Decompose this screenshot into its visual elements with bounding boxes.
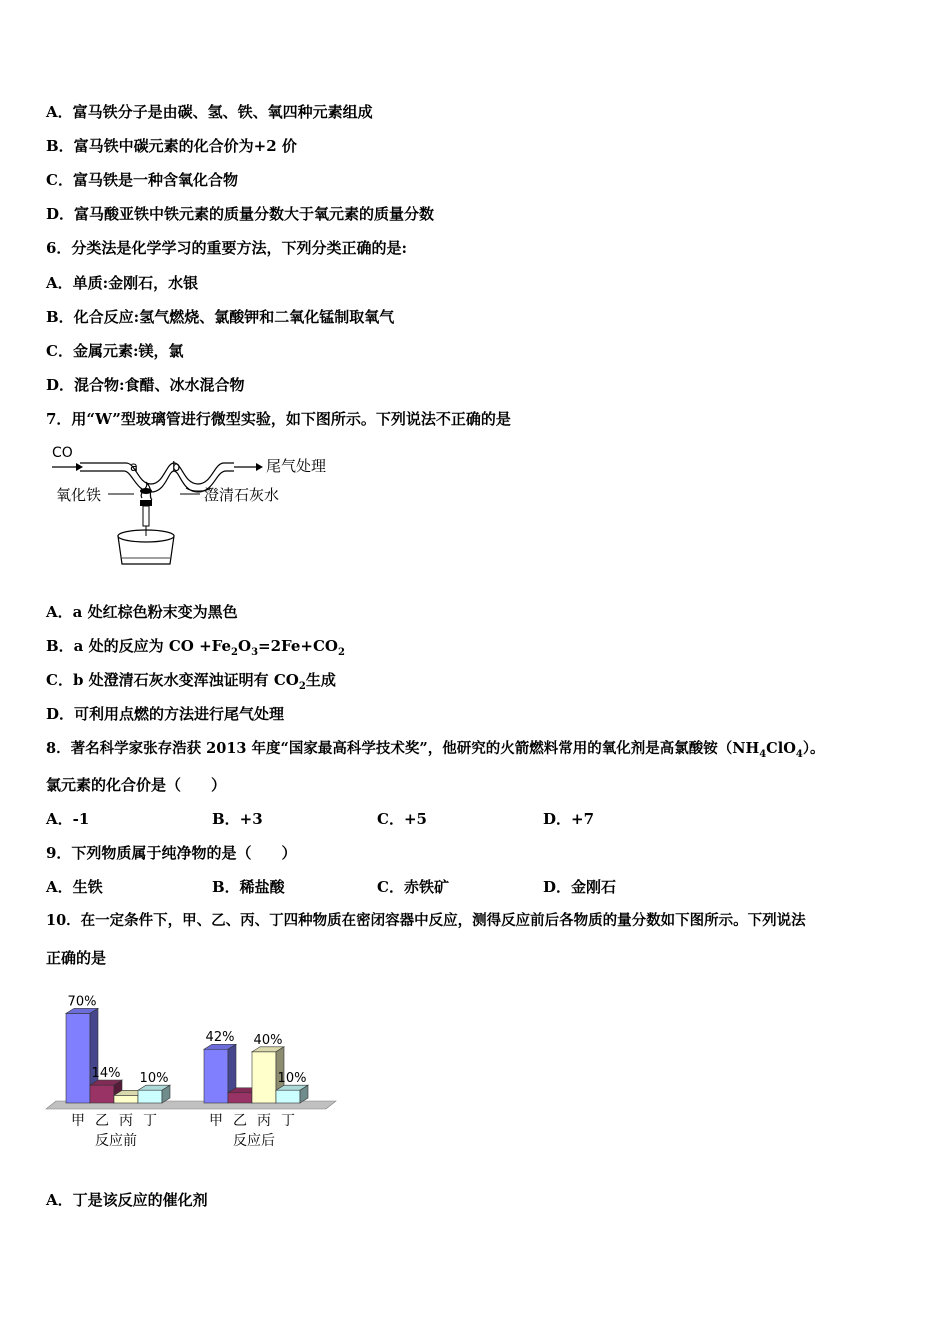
label-b: b (172, 460, 181, 475)
q9-option-b: B．稀盐酸 (212, 878, 285, 896)
w-tube-apparatus-figure (46, 440, 346, 570)
tick-label-反应前-丙: 丙 (119, 1113, 133, 1129)
q9-option-d: D．金刚石 (543, 878, 617, 896)
q5-option-d: D．富马酸亚铁中铁元素的质量分数大于氧元素的质量分数 (46, 205, 435, 223)
q5-option-a: A．富马铁分子是由碳、氢、铁、氧四种元素组成 (46, 103, 373, 121)
q7-option-c: C．b 处澄清石灰水变浑浊证明有 $CO_2$生成 (46, 671, 336, 692)
q6-option-d: D．混合物:食醋、冰水混合物 (46, 376, 245, 394)
q5-option-c: C．富马铁是一种含氧化合物 (46, 171, 238, 189)
tick-label-反应前-甲: 甲 (71, 1113, 85, 1129)
bar-反应前-丁 (138, 1090, 162, 1103)
q8-option-c: C．+5 (377, 810, 427, 828)
label-a: a (130, 460, 138, 475)
q9-option-a: A．生铁 (46, 878, 103, 896)
q10-option-a: A．丁是该反应的催化剂 (46, 1191, 208, 1209)
data-label-反应前-甲: 70% (67, 994, 97, 1010)
q8-stem: 8．著名科学家张存浩获 2013 年度“国家最高科学技术奖”，他研究的火箭燃料常用的氧化剂是高氯酸铵$(NH_4ClO_4)$。 (46, 740, 825, 760)
q8-option-b: B．+3 (212, 810, 263, 828)
tick-label-反应后-丙: 丙 (257, 1113, 271, 1129)
bar-反应后-丙 (252, 1052, 276, 1103)
q8-option-d: D．+7 (543, 810, 595, 828)
q6-stem: 6．分类法是化学学习的重要方法，下列分类正确的是: (46, 239, 407, 257)
mass-fraction-bar-chart (40, 985, 350, 1155)
bar-反应前-乙 (90, 1085, 114, 1103)
q8-stem-line2: 氯元素的化合价是（ ） (46, 776, 227, 794)
group-label-反应后: 反应后 (233, 1133, 275, 1149)
co-label: CO (52, 445, 73, 461)
data-label-反应前-乙: 14% (91, 1066, 121, 1082)
q6-option-b: B．化合反应:氢气燃烧、氯酸钾和二氧化锰制取氧气 (46, 308, 395, 326)
limewater-label: 澄清石灰水 (204, 486, 280, 504)
q6-option-c: C．金属元素:镁，氯 (46, 342, 184, 360)
bar-反应后-乙 (228, 1093, 252, 1103)
q8-option-a: A．-1 (46, 810, 90, 828)
tick-label-反应前-乙: 乙 (95, 1113, 109, 1129)
tick-label-反应前-丁: 丁 (143, 1113, 157, 1129)
data-label-反应前-丁: 10% (139, 1071, 169, 1087)
q7-option-a: A．a 处红棕色粉末变为黑色 (46, 603, 238, 621)
iron-oxide-label: 氧化铁 (56, 486, 102, 504)
q10-stem-line2: 正确的是 (46, 949, 107, 967)
data-label-反应后-丁: 10% (277, 1071, 307, 1087)
q9-stem: 9．下列物质属于纯净物的是（ ） (46, 844, 297, 862)
tail-gas-label: 尾气处理 (266, 457, 327, 475)
tick-label-反应后-乙: 乙 (233, 1113, 247, 1129)
q7-option-b: B．a 处的反应为 CO $+Fe_2O_3=2Fe+CO_2$ (46, 637, 345, 658)
bar-反应后-丁 (276, 1090, 300, 1103)
q7-option-d: D．可利用点燃的方法进行尾气处理 (46, 705, 285, 723)
q10-stem: 10．在一定条件下，甲、乙、丙、丁四种物质在密闭容器中反应，测得反应前后各物质的量分数如下图所示。下列说法 (46, 912, 806, 929)
q9-option-c: C．赤铁矿 (377, 878, 449, 896)
q7-stem: 7．用“W”型玻璃管进行微型实验，如下图所示。下列说法不正确的是 (46, 410, 511, 428)
q6-option-a: A．单质:金刚石，水银 (46, 274, 199, 292)
tick-label-反应后-甲: 甲 (209, 1113, 223, 1129)
bar-反应后-甲 (204, 1049, 228, 1103)
bar-反应前-甲 (66, 1013, 90, 1103)
data-label-反应后-甲: 42% (205, 1030, 235, 1046)
data-label-反应后-丙: 40% (253, 1032, 283, 1048)
tick-label-反应后-丁: 丁 (281, 1113, 295, 1129)
group-label-反应前: 反应前 (95, 1133, 137, 1149)
q5-option-b: B．富马铁中碳元素的化合价为+2 价 (46, 137, 297, 155)
bar-反应前-丙 (114, 1095, 138, 1103)
